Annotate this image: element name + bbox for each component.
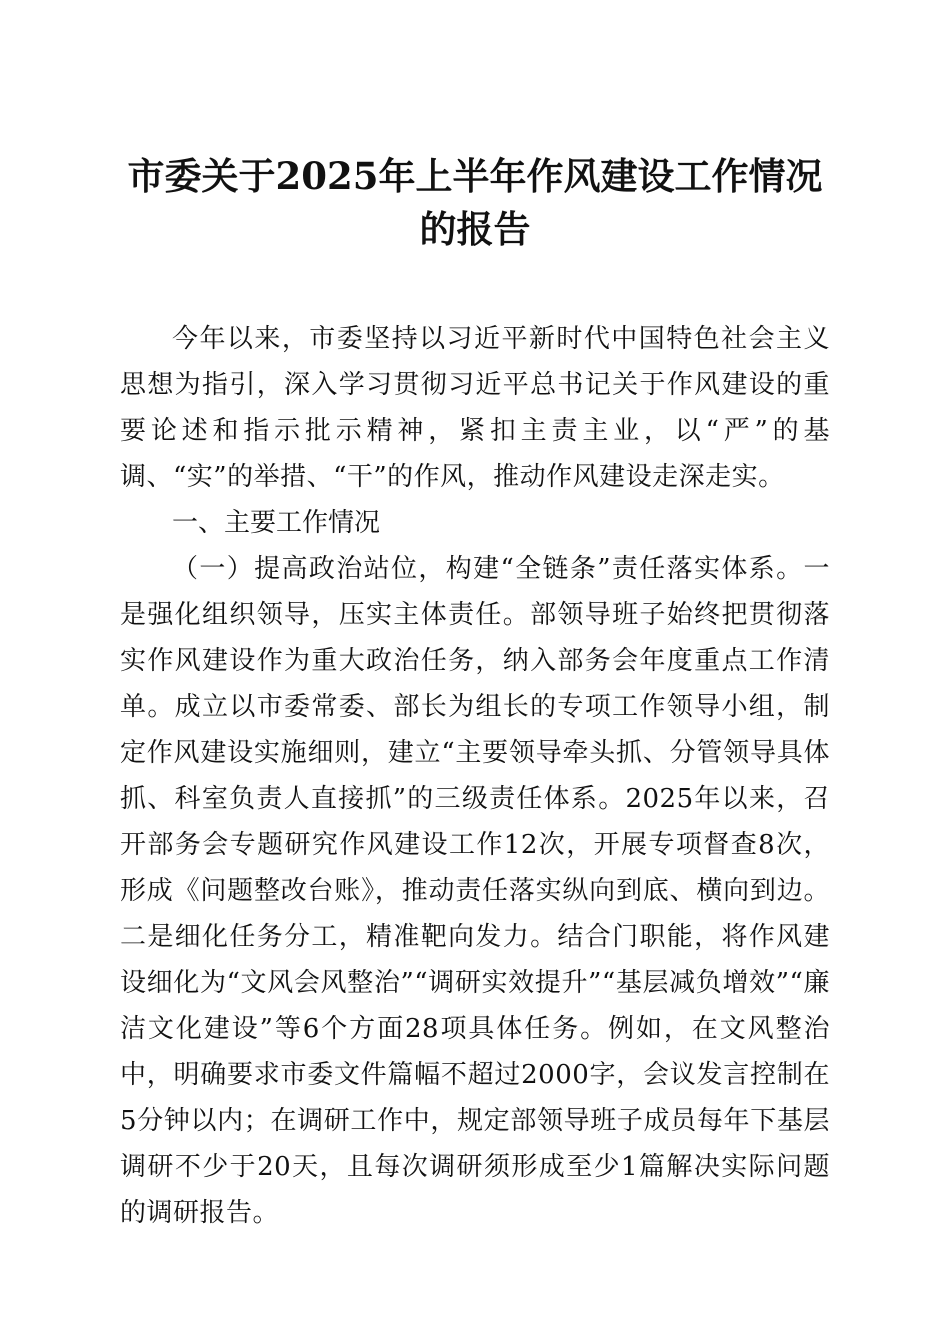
section-heading: 一、主要工作情况	[172, 508, 381, 538]
document-title: 市委关于2025年上半年作风建设工作情况的报告	[127, 154, 823, 251]
intro-paragraph: 今年以来，市委坚持以习近平新时代中国特色社会主义思想为指引，深入学习贯彻习近平总书记关于作风建设的重要论述和指示批示精神，紧扣主责主业，以“严”的基调、“实”的举措、“干”的作风，推动作风建设走深走实。	[120, 324, 830, 492]
body-paragraph: （一）提高政治站位，构建“全链条”责任落实体系。一是强化组织领导，压实主体责任。部领导班子始终把贯彻落实作风建设作为重大政治任务，纳入部务会年度重点工作清单。成立以市委常委、部长为组长的专项工作领导小组，制定作风建设实施细则，建立“主要领导牵头抓、分管领导具体抓、科室负责人直接抓”的三级责任体系。2025年以来，召开部务会专题研究作风建设工作12次，开展专项督查8次，形成《问题整改台账》，推动责任落实纵向到底、横向到边。二是细化任务分工，精准靶向发力。结合门职能，将作风建设细化为“文风会风整治”“调研实效提升”“基层减负增效”“廉洁文化建设”等6个方面28项具体任务。例如，在文风整治中，明确要求市委文件篇幅不超过2000字，会议发言控制在5分钟以内；在调研工作中，规定部领导班子成员每年下基层调研不少于20天，且每次调研须形成至少1篇解决实际问题的调研报告。	[120, 554, 830, 1228]
document-body	[120, 316, 830, 1236]
